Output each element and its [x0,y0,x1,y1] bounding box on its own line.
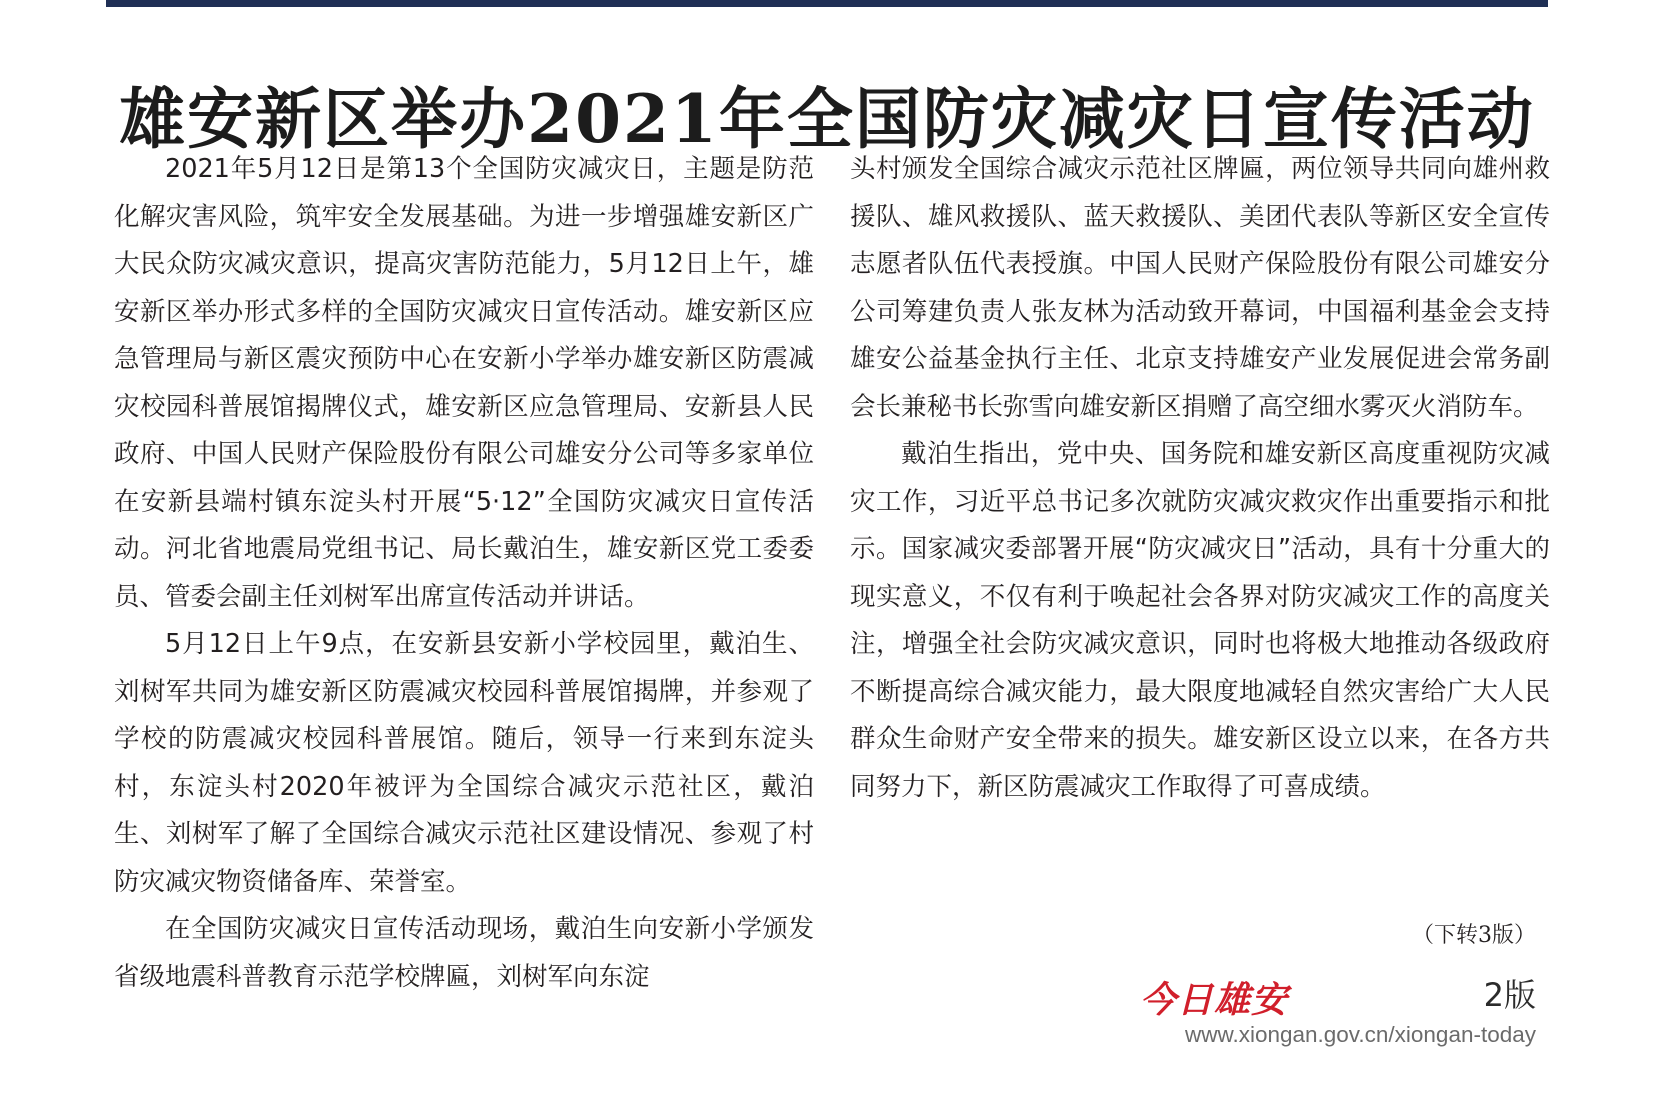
top-rule [106,0,1548,7]
paragraph-ceremony-continued: 头村颁发全国综合减灾示范社区牌匾，两位领导共同向雄州救援队、雄风救援队、蓝天救援队、美团代表队等新区安全宣传志愿者队伍代表授旗。中国人民财产保险股份有限公司雄安分公司筹建负责人张友林为活动致开幕词，中国福利基金会支持雄安公益基金执行主任、北京支持雄安产业发展促进会常务副会长兼秘书长弥雪向雄安新区捐赠了高空细水雾灭火消防车。 [850,154,1550,422]
article-headline: 雄安新区举办2021年全国防灾减灾日宣传活动 [119,80,1535,159]
paragraph-ceremony: 在全国防灾减灾日宣传活动现场，戴泊生向安新小学颁发省级地震科普教育示范学校牌匾，刘树军向东淀 [114,914,814,992]
article-column-left [114,146,814,1001]
site-url: www.xiongan.gov.cn/xiongan-today [1184,1022,1536,1047]
paragraph-morning-visit: 5月12日上午9点，在安新县安新小学校园里，戴泊生、刘树军共同为雄安新区防震减灾校园科普展馆揭牌，并参观了学校的防震减灾校园科普展馆。随后，领导一行来到东淀头村，东淀头村2020年被评为全国综合减灾示范社区，戴泊生、刘树军了解了全国综合减灾示范社区建设情况、参观了村防灾减灾物资储备库、荣誉室。 [114,629,814,897]
paragraph-speech: 戴泊生指出，党中央、国务院和雄安新区高度重视防灾减灾工作，习近平总书记多次就防灾减灾救灾作出重要指示和批示。国家减灾委部署开展“防灾减灾日”活动，具有十分重大的现实意义，不仅有利于唤起社会各界对防灾减灾工作的高度关注，增强全社会防灾减灾意识，同时也将极大地推动各级政府不断提高综合减灾能力，最大限度地减轻自然灾害给广大人民群众生命财产安全带来的损失。雄安新区设立以来，在各方共同努力下，新区防震减灾工作取得了可喜成绩。 [850,439,1550,802]
page-number: 2版 [1483,976,1536,1014]
article-column-right [850,146,1550,811]
continued-on-page-note: （下转3版） [1412,923,1536,948]
footer-brand [1140,970,1536,1060]
paragraph-intro: 2021年5月12日是第13个全国防灾减灾日，主题是防范化解灾害风险，筑牢安全发展基础。为进一步增强雄安新区广大民众防灾减灾意识，提高灾害防范能力，5月12日上午，雄安新区举办形式多样的全国防灾减灾日宣传活动。雄安新区应急管理局与新区震灾预防中心在安新小学举办雄安新区防震减灾校园科普展馆揭牌仪式，雄安新区应急管理局、安新县人民政府、中国人民财产保险股份有限公司雄安分公司等多家单位在安新县端村镇东淀头村开展“5·12”全国防灾减灾日宣传活动。河北省地震局党组书记、局长戴泊生，雄安新区党工委委员、管委会副主任刘树军出席宣传活动并讲话。 [114,154,814,612]
brand-logo: 今日雄安 [1140,979,1289,1021]
